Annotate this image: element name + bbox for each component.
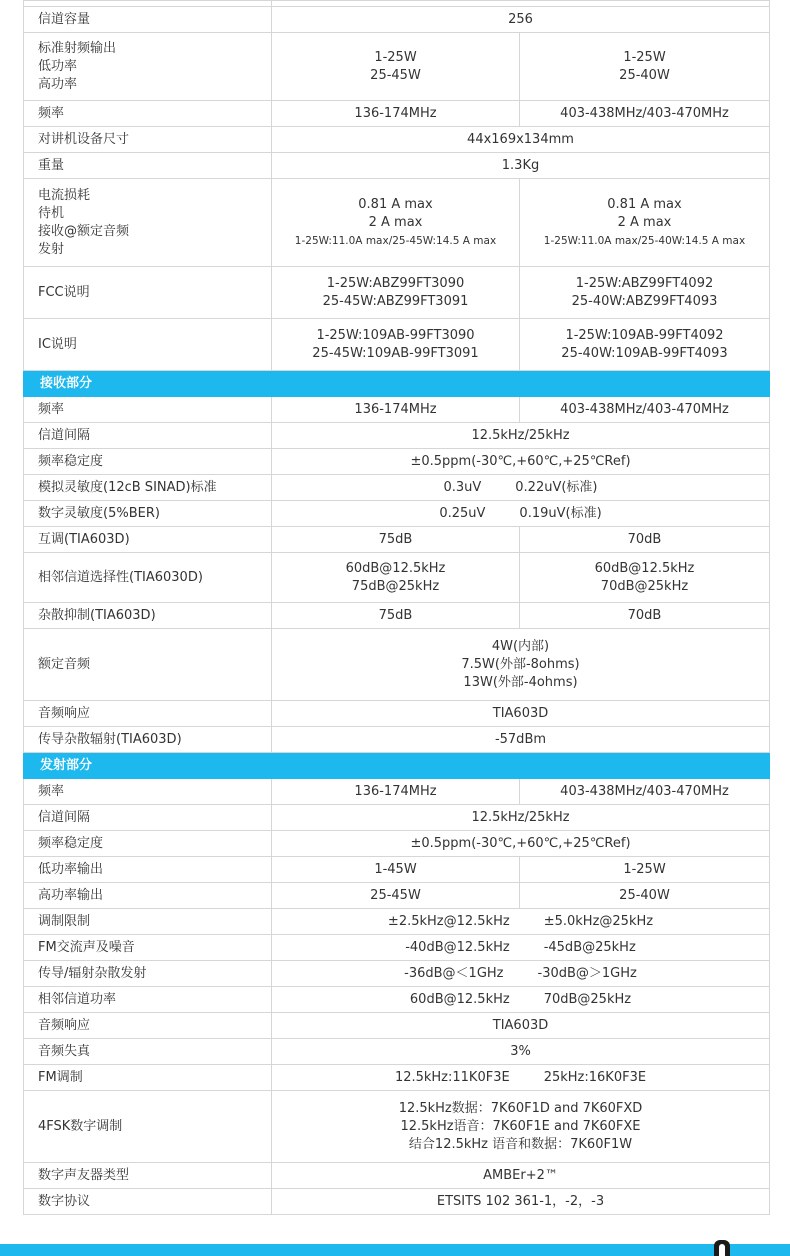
spec-label: 音频响应 [24, 1013, 272, 1039]
corner-logo-fragment [714, 1240, 730, 1256]
spec-value [272, 501, 770, 527]
spec-value-right [520, 553, 770, 603]
spec-value-line: 136-174MHz [354, 105, 437, 121]
spec-value-line: 12.5kHz语音：7K60F1E and 7K60FXE [400, 1118, 641, 1134]
spec-row [24, 831, 770, 857]
spec-value-right [520, 319, 770, 371]
spec-row [24, 1013, 770, 1039]
spec-value [272, 987, 770, 1013]
spec-row [24, 319, 770, 371]
spec-value-right [520, 101, 770, 127]
spec-value-part: 70dB@25kHz [543, 991, 632, 1007]
spec-row [24, 397, 770, 423]
spec-value: -57dBm [272, 727, 770, 753]
spec-value [272, 909, 770, 935]
spec-label: 传导杂散辐射(TIA603D) [24, 727, 272, 753]
spec-row [24, 1039, 770, 1065]
spec-label: 调制限制 [24, 909, 272, 935]
spec-value: TIA603D [272, 701, 770, 727]
spec-value-line: 1-25W:11.0A max/25-45W:14.5 A max [294, 234, 497, 247]
spec-label: 信道间隔 [24, 805, 272, 831]
spec-value: 3% [272, 1039, 770, 1065]
spec-value-line: 25-45W:109AB-99FT3091 [312, 345, 479, 361]
spec-value-line: 25-45W [370, 887, 421, 903]
spec-row [24, 779, 770, 805]
spec-value-line: 4W(内部) [491, 638, 550, 654]
spec-value-line: 70dB [627, 531, 662, 547]
spec-label: 传导/辐射杂散发射 [24, 961, 272, 987]
spec-row [24, 935, 770, 961]
spec-value [272, 961, 770, 987]
spec-value-left [272, 397, 520, 423]
spec-label: 数字灵敏度(5%BER) [24, 501, 272, 527]
spec-value-right [520, 883, 770, 909]
spec-value-right [520, 779, 770, 805]
spec-row [24, 805, 770, 831]
spec-label: 额定音频 [24, 629, 272, 701]
spec-label: 互调(TIA603D) [24, 527, 272, 553]
spec-row [24, 423, 770, 449]
spec-row [24, 267, 770, 319]
spec-value-left [272, 553, 520, 603]
spec-label: FM调制 [24, 1065, 272, 1091]
spec-value-line: 结合12.5kHz 语音和数据：7K60F1W [408, 1136, 633, 1152]
spec-value [272, 475, 770, 501]
spec-label-line: 发射 [38, 241, 65, 257]
spec-table [23, 0, 770, 1215]
spec-row [24, 1065, 770, 1091]
spec-table-body [24, 1, 770, 1215]
spec-value-left [272, 267, 520, 319]
spec-value-left [272, 603, 520, 629]
spec-row [24, 33, 770, 101]
spec-value-line: 70dB [627, 607, 662, 623]
spec-row [24, 727, 770, 753]
spec-value: ±0.5ppm(-30℃,+60℃,+25℃Ref) [272, 831, 770, 857]
spec-value-line: 136-174MHz [354, 783, 437, 799]
bottom-decorative-band [0, 1244, 790, 1256]
spec-value: 12.5kHz/25kHz [272, 805, 770, 831]
spec-row [24, 961, 770, 987]
spec-value: 44x169x134mm [272, 127, 770, 153]
spec-value-line: 25-40W [619, 67, 670, 83]
spec-value-part: 25kHz:16K0F3E [543, 1069, 647, 1085]
spec-value: AMBEr+2™ [272, 1163, 770, 1189]
spec-value-line: 1-45W [374, 861, 417, 877]
spec-value-part: 0.25uV [439, 505, 486, 521]
spec-value-right [520, 33, 770, 101]
spec-label: 4FSK数字调制 [24, 1091, 272, 1163]
spec-label: 频率 [24, 397, 272, 423]
spec-value-line: 75dB [378, 607, 413, 623]
spec-value-line: 1-25W:ABZ99FT3090 [326, 275, 465, 291]
spec-value-line: 75dB@25kHz [351, 578, 440, 594]
spec-value-right [520, 857, 770, 883]
spec-value-part: 0.3uV [443, 479, 482, 495]
spec-value-left [272, 33, 520, 101]
spec-value-left [272, 527, 520, 553]
spec-value-part: 0.19uV(标准) [519, 505, 602, 521]
spec-label: 音频失真 [24, 1039, 272, 1065]
spec-label-line: 高功率 [38, 76, 78, 92]
spec-value-line: 2 A max [368, 214, 423, 230]
spec-row [24, 1189, 770, 1215]
spec-value-line: 7.5W(外部-8ohms) [461, 656, 580, 672]
spec-label: 频率稳定度 [24, 831, 272, 857]
spec-label: 频率稳定度 [24, 449, 272, 475]
spec-value: 256 [272, 7, 770, 33]
spec-value-line: 0.81 A max [358, 196, 433, 212]
spec-value-right [520, 397, 770, 423]
section-header-row [24, 753, 770, 779]
spec-value [272, 1065, 770, 1091]
spec-label-line: 接收@额定音频 [38, 223, 130, 239]
spec-value-left [272, 101, 520, 127]
spec-label: FM交流声及噪音 [24, 935, 272, 961]
spec-label: 相邻信道选择性(TIA6030D) [24, 553, 272, 603]
spec-value-line: 1-25W [374, 49, 417, 65]
spec-value-line: 75dB [378, 531, 413, 547]
spec-label: 杂散抑制(TIA603D) [24, 603, 272, 629]
spec-row [24, 909, 770, 935]
spec-label: 相邻信道功率 [24, 987, 272, 1013]
spec-row [24, 701, 770, 727]
spec-value-line: 1-25W:ABZ99FT4092 [575, 275, 714, 291]
spec-value-line: 403-438MHz/403-470MHz [560, 783, 729, 799]
spec-label: 信道间隔 [24, 423, 272, 449]
spec-value-line: 25-40W:109AB-99FT4093 [561, 345, 728, 361]
spec-label: 对讲机设备尺寸 [24, 127, 272, 153]
spec-value: TIA603D [272, 1013, 770, 1039]
spec-value-line: 70dB@25kHz [600, 578, 689, 594]
spec-value-line: 25-40W:ABZ99FT4093 [571, 293, 718, 309]
spec-label: 信道容量 [24, 7, 272, 33]
spec-value-line: 403-438MHz/403-470MHz [560, 105, 729, 121]
spec-label: IC说明 [24, 319, 272, 371]
spec-row [24, 101, 770, 127]
spec-label: 频率 [24, 101, 272, 127]
spec-value-line: 1-25W:109AB-99FT3090 [316, 327, 475, 343]
spec-row [24, 449, 770, 475]
spec-label: FCC说明 [24, 267, 272, 319]
spec-value-line: 136-174MHz [354, 401, 437, 417]
spec-value-line: 2 A max [617, 214, 672, 230]
spec-row [24, 527, 770, 553]
spec-label [24, 179, 272, 267]
spec-label: 数字协议 [24, 1189, 272, 1215]
spec-value-line: 12.5kHz数据：7K60F1D and 7K60FXD [398, 1100, 643, 1116]
spec-value: 1.3Kg [272, 153, 770, 179]
spec-value-part: 0.22uV(标准) [515, 479, 598, 495]
spec-label: 音频响应 [24, 701, 272, 727]
spec-row [24, 7, 770, 33]
spec-label-line: 标准射频输出 [38, 40, 117, 56]
spec-value-part: 12.5kHz:11K0F3E [394, 1069, 510, 1085]
spec-value-part: -40dB@12.5kHz [405, 939, 510, 955]
spec-label [24, 33, 272, 101]
spec-row [24, 1091, 770, 1163]
spec-row [24, 1163, 770, 1189]
spec-row [24, 475, 770, 501]
spec-value-part: 60dB@12.5kHz [409, 991, 510, 1007]
spec-value-line: 1-25W [623, 861, 666, 877]
spec-label: 频率 [24, 779, 272, 805]
section-header-row [24, 371, 770, 397]
spec-value-part: ±5.0kHz@25kHz [543, 913, 654, 929]
spec-value: ±0.5ppm(-30℃,+60℃,+25℃Ref) [272, 449, 770, 475]
spec-value-right [520, 603, 770, 629]
spec-value-line: 1-25W [623, 49, 666, 65]
spec-value [272, 1091, 770, 1163]
spec-row [24, 857, 770, 883]
spec-value-line: 60dB@12.5kHz [345, 560, 446, 576]
spec-value-part: -30dB@＞1GHz [537, 965, 637, 981]
spec-value-right [520, 267, 770, 319]
spec-label-line: 低功率 [38, 58, 78, 74]
spec-value [272, 935, 770, 961]
spec-value-line: 25-45W [370, 67, 421, 83]
spec-row [24, 179, 770, 267]
spec-value-line: 1-25W:11.0A max/25-40W:14.5 A max [543, 234, 746, 247]
spec-row [24, 153, 770, 179]
spec-value-left [272, 319, 520, 371]
spec-value [272, 629, 770, 701]
spec-value-right [520, 179, 770, 267]
spec-value-part: -36dB@＜1GHz [404, 965, 504, 981]
spec-value-line: 403-438MHz/403-470MHz [560, 401, 729, 417]
spec-value-line: 13W(外部-4ohms) [463, 674, 578, 690]
spec-value-left [272, 857, 520, 883]
spec-value-line: 25-45W:ABZ99FT3091 [322, 293, 469, 309]
spec-value-right [520, 527, 770, 553]
spec-value-left [272, 779, 520, 805]
spec-value-part: ±2.5kHz@12.5kHz [387, 913, 510, 929]
spec-value-line: 25-40W [619, 887, 670, 903]
spec-row [24, 553, 770, 603]
spec-value-left [272, 179, 520, 267]
section-title: 接收部分 [24, 371, 770, 397]
spec-value-part: -45dB@25kHz [543, 939, 636, 955]
spec-value-left [272, 883, 520, 909]
spec-row [24, 629, 770, 701]
spec-value-line: 1-25W:109AB-99FT4092 [565, 327, 724, 343]
spec-label: 数字声友器类型 [24, 1163, 272, 1189]
spec-value: 12.5kHz/25kHz [272, 423, 770, 449]
spec-label: 模拟灵敏度(12cB SINAD)标准 [24, 475, 272, 501]
spec-row [24, 603, 770, 629]
spec-label: 高功率输出 [24, 883, 272, 909]
spec-value-line: 60dB@12.5kHz [594, 560, 695, 576]
spec-label-line: 待机 [38, 205, 65, 221]
spec-row [24, 987, 770, 1013]
spec-label: 低功率输出 [24, 857, 272, 883]
spec-value: ETSITS 102 361-1，-2，-3 [272, 1189, 770, 1215]
spec-value-line: 0.81 A max [607, 196, 682, 212]
spec-row [24, 501, 770, 527]
spec-label: 重量 [24, 153, 272, 179]
spec-row [24, 127, 770, 153]
spec-label-line: 电流损耗 [38, 187, 91, 203]
spec-row [24, 883, 770, 909]
section-title: 发射部分 [24, 753, 770, 779]
